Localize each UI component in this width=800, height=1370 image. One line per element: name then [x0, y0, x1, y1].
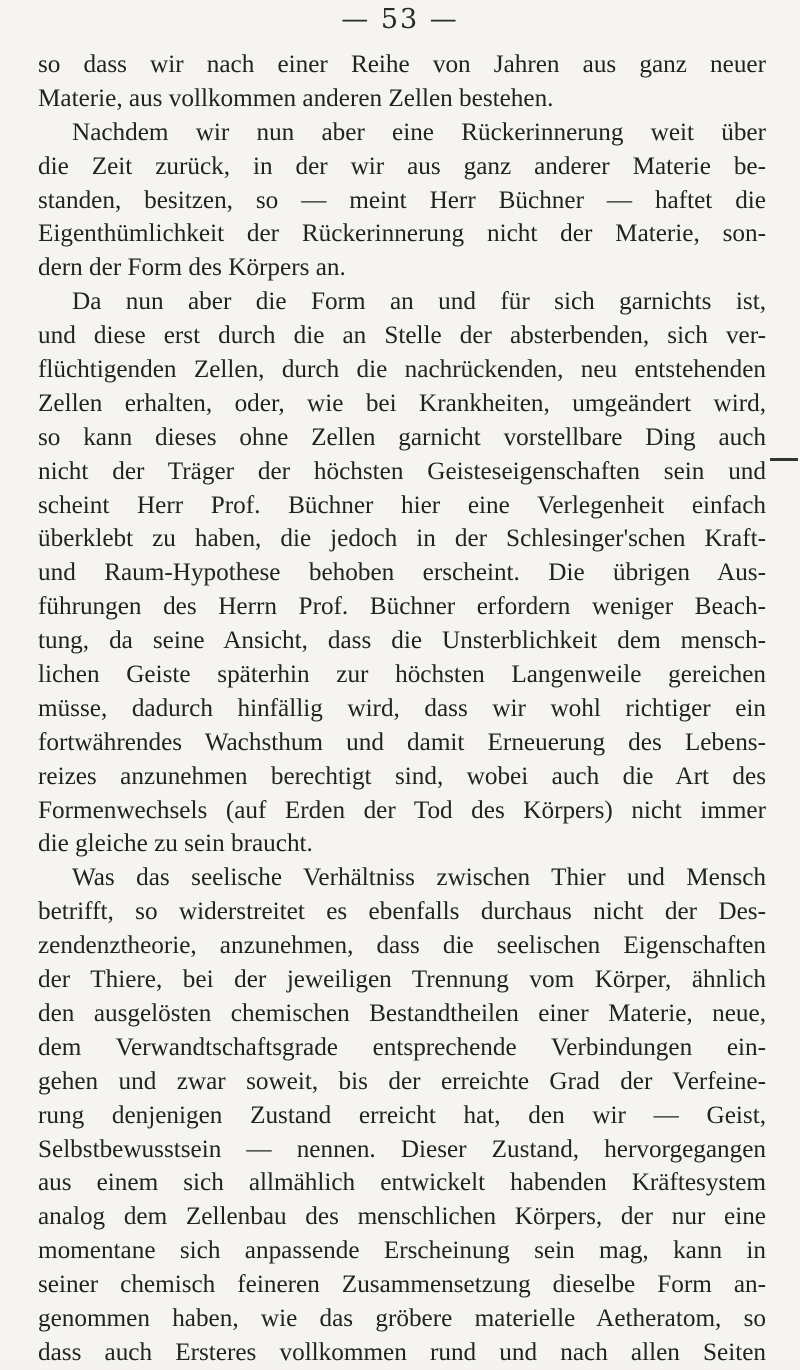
text-line: so dass wir nach einer Reihe von Jahren aus ganz neuer	[38, 51, 766, 78]
text-line: rung denjenigen Zustand erreicht hat, den wir — Geist,	[38, 1101, 766, 1129]
text-line: flüchtigenden Zellen, durch die nachrückenden, neu entstehenden	[38, 356, 766, 384]
body-text	[38, 48, 766, 1370]
text-line: und diese erst durch die an Stelle der absterbenden, sich ver-	[38, 322, 766, 350]
text-line: die Zeit zurück, in der wir aus ganz anderer Materie be-	[38, 152, 766, 180]
text-line: standen, besitzen, so — meint Herr Büchner — haftet die	[38, 186, 766, 214]
text-line: reizes anzunehmen berechtigt sind, wobei auch die Art des	[38, 762, 766, 790]
text-line: fortwährendes Wachsthum und damit Erneuerung des Lebens-	[38, 728, 766, 756]
text-line: tung, da seine Ansicht, dass die Unsterblichkeit dem mensch-	[38, 627, 766, 655]
text-line: analog dem Zellenbau des menschlichen Körpers, der nur eine	[38, 1203, 766, 1231]
text-line: betrifft, so widerstreitet es ebenfalls durchaus nicht der Des-	[38, 898, 766, 926]
text-line: überklebt zu haben, die jedoch in der Schlesinger'schen Kraft-	[38, 525, 766, 553]
text-line: nicht der Träger der höchsten Geisteseigenschaften sein und	[38, 457, 766, 485]
text-line: seiner chemisch feineren Zusammensetzung dieselbe Form an-	[38, 1271, 766, 1299]
text-line: führungen des Herrn Prof. Büchner erfordern weniger Beach-	[38, 593, 766, 621]
margin-pencil-mark	[770, 458, 798, 461]
text-line: und Raum-Hypothese behoben erscheint. Die übrigen Aus-	[38, 559, 766, 587]
text-line: zendenztheorie, anzunehmen, dass die seelischen Eigenschaften	[38, 932, 766, 960]
text-line: Eigenthümlichkeit der Rückerinnerung nicht der Materie, son-	[38, 220, 766, 248]
text-line: den ausgelösten chemischen Bestandtheilen einer Materie, neue,	[38, 999, 766, 1027]
text-line: dern der Form des Körpers an.	[38, 254, 346, 282]
text-line: Da nun aber die Form an und für sich garnichts ist,	[72, 288, 766, 316]
text-line: Was das seelische Verhältniss zwischen Thier und Mensch	[72, 864, 766, 892]
text-line: lichen Geiste späterhin zur höchsten Langenweile gereichen	[38, 661, 766, 689]
text-line: die gleiche zu sein braucht.	[38, 830, 313, 858]
text-line: so kann dieses ohne Zellen garnicht vorstellbare Ding auch	[38, 423, 766, 451]
text-line: momentane sich anpassende Erscheinung sein mag, kann in	[38, 1237, 766, 1265]
text-line: der Thiere, bei der jeweiligen Trennung vom Körper, ähnlich	[38, 966, 766, 994]
text-line: genommen haben, wie das gröbere materielle Aetheratom, so	[38, 1304, 766, 1332]
page-number: — 53 —	[341, 4, 459, 35]
text-line: dem Verwandtschaftsgrade entsprechende Verbindungen ein-	[38, 1033, 766, 1061]
text-line: Materie, aus vollkommen anderen Zellen bestehen.	[38, 84, 554, 112]
text-line: Formenwechsels (auf Erden der Tod des Körpers) nicht immer	[38, 796, 766, 824]
text-line: scheint Herr Prof. Büchner hier eine Verlegenheit einfach	[38, 491, 766, 519]
text-line: müsse, dadurch hinfällig wird, dass wir wohl richtiger ein	[38, 694, 766, 722]
text-line: aus einem sich allmählich entwickelt habenden Kräftesystem	[38, 1169, 766, 1197]
text-line: Nachdem wir nun aber eine Rückerinnerung weit über	[72, 118, 766, 146]
text-line: Selbstbewusstsein — nennen. Dieser Zustand, hervorgegangen	[38, 1135, 766, 1163]
text-line: Zellen erhalten, oder, wie bei Krankheiten, umgeändert wird,	[38, 389, 766, 417]
text-line: gehen und zwar soweit, bis der erreichte Grad der Verfeine-	[38, 1067, 766, 1095]
text-line: dass auch Ersteres vollkommen rund und nach allen Seiten	[38, 1338, 766, 1366]
